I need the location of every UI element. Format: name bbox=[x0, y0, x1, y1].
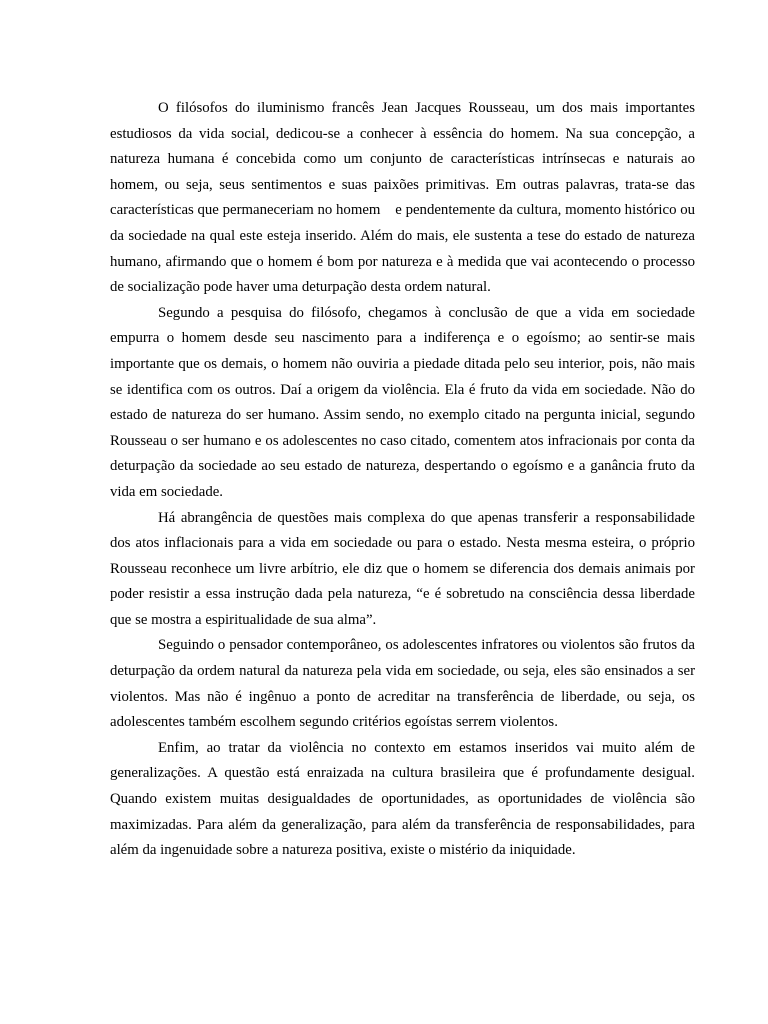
paragraph-4: Seguindo o pensador contemporâneo, os adolescentes infratores ou violentos são frutos da deturpação da ordem natural da natureza pela vida em sociedade, ou seja, eles são ensinados a ser violentos. Mas não é ingênuo a ponto de acreditar na transferência de liberdade, ou seja, os adolescentes também escolhem segundo critérios egoístas serrem violentos. bbox=[110, 637, 695, 731]
document-body bbox=[110, 96, 699, 864]
paragraph-3: Há abrangência de questões mais complexa do que apenas transferir a responsabilidade dos atos inflacionais para a vida em sociedade ou para o estado. Nesta mesma esteira, o próprio Rousseau reconhece um livre arbítrio, ele diz que o homem se diferencia dos demais animais por poder resistir a essa instrução dada pela natureza, “e é sobretudo na consciência dessa liberdade que se mostra a espiritualidade de sua alma”. bbox=[110, 509, 695, 628]
paragraph-2: Segundo a pesquisa do filósofo, chegamos à conclusão de que a vida em sociedade empurra o homem desde seu nascimento para a indiferença e o egoísmo; ao sentir-se mais importante que os demais, o homem não ouviria a piedade ditada pelo seu interior, pois, não mais se identifica com os outros. Daí a origem da violência. Ela é fruto da vida em sociedade. Não do estado de natureza do ser humano. Assim sendo, no exemplo citado na pergunta inicial, segundo Rousseau o ser humano e os adolescentes no caso citado, comentem atos infracionais por conta da deturpação da sociedade ao seu estado de natureza, despertando o egoísmo e a ganância fruto da vida em sociedade. bbox=[110, 304, 695, 500]
paragraph-5: Enfim, ao tratar da violência no contexto em estamos inseridos vai muito além de generalizações. A questão está enraizada na cultura brasileira que é profundamente desigual. Quando existem muitas desigualdades de oportunidades, as oportunidades de violência são maximizadas. Para além da generalização, para além da transferência de responsabilidades, para além da ingenuidade sobre a natureza positiva, existe o mistério da iniquidade. bbox=[110, 739, 695, 859]
paragraph-1: O filósofos do iluminismo francês Jean Jacques Rousseau, um dos mais importantes estudiosos da vida social, dedicou-se a conhecer à essência do homem. Na sua concepção, a natureza humana é concebida como um conjunto de características intrínsecas e naturais ao homem, ou seja, seus sentimentos e suas paixões primitivas. Em outras palavras, trata-se das características que permaneceriam no homem e pendentemente da cultura, momento histórico ou da sociedade na qual este esteja inserido. Além do mais, ele sustenta a tese do estado de natureza humano, afirmando que o homem é bom por natureza e à medida que vai acontecendo o processo de socialização pode haver uma deturpação desta ordem natural. bbox=[110, 100, 699, 296]
